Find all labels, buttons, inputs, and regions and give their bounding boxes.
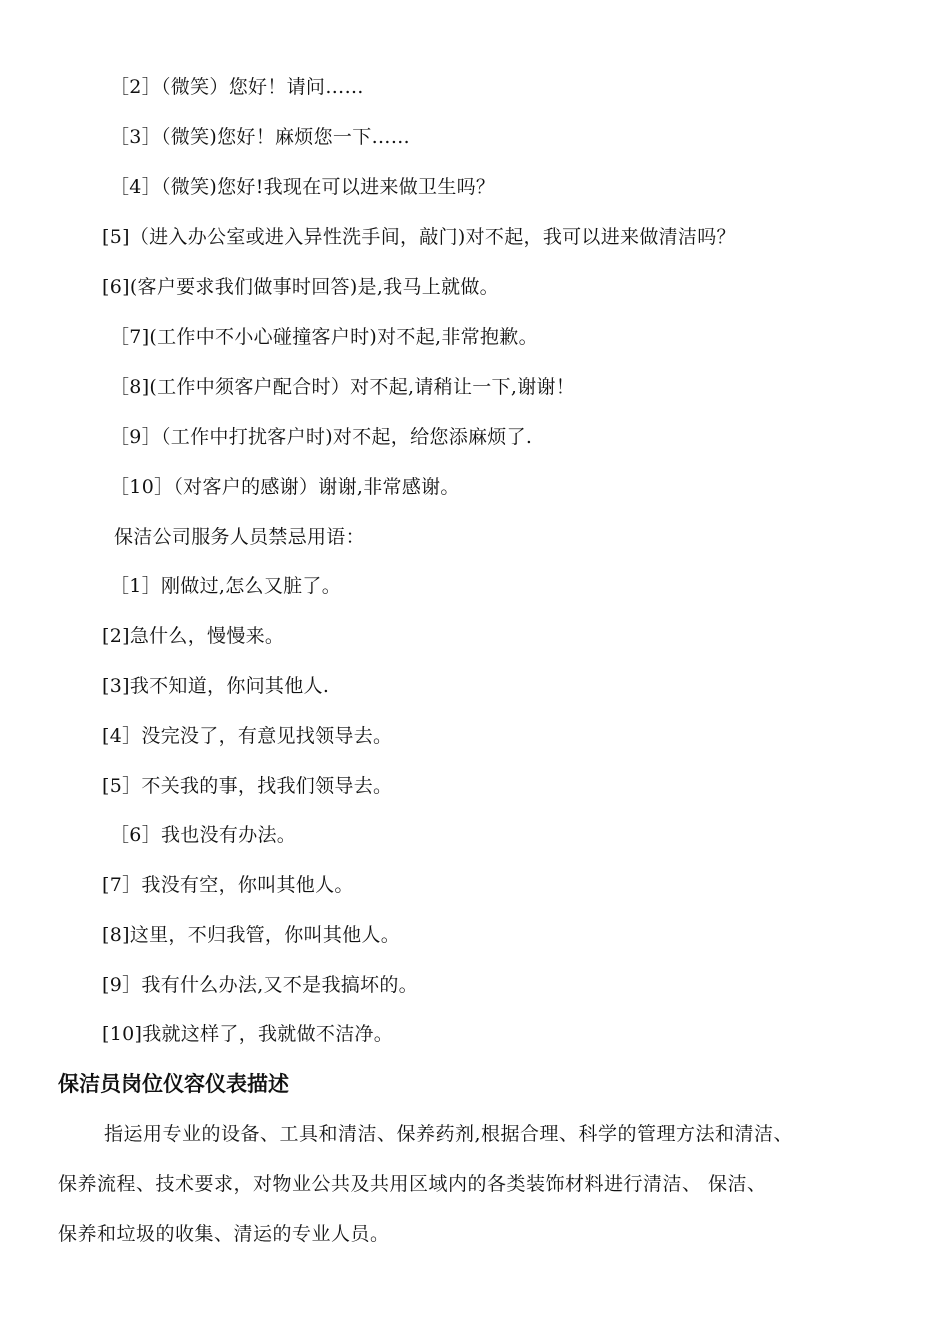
forbidden-phrase-5: [5］不关我的事，找我们领导去。 [102, 775, 393, 797]
description-line-2: 保养流程、技术要求，对物业公共及共用区域内的各类装饰材料进行清洁、 保洁、 [58, 1173, 767, 1195]
polite-phrase-9: ［9］（工作中打扰客户时)对不起，给您添麻烦了. [110, 426, 533, 448]
forbidden-phrase-2: [2]急什么，慢慢来。 [102, 625, 285, 647]
forbidden-phrase-6: ［6］我也没有办法。 [110, 824, 297, 846]
forbidden-phrases-title: 保洁公司服务人员禁忌用语： [114, 526, 365, 548]
polite-phrase-6: [6](客户要求我们做事时回答)是,我马上就做。 [102, 276, 499, 298]
description-line-1: 指运用专业的设备、工具和清洁、保养药剂,根据合理、科学的管理方法和清洁、 [104, 1123, 794, 1145]
forbidden-phrase-10: [10]我就这样了，我就做不洁净。 [102, 1023, 394, 1045]
forbidden-phrase-8: [8]这里，不归我管，你叫其他人。 [102, 924, 401, 946]
polite-phrase-10: ［10］（对客户的感谢）谢谢,非常感谢。 [110, 476, 460, 498]
polite-phrase-7: ［7](工作中不小心碰撞客户时)对不起,非常抱歉。 [110, 326, 538, 348]
forbidden-phrase-1: ［1］刚做过,怎么又脏了。 [110, 575, 342, 597]
forbidden-phrase-4: [4］没完没了，有意见找领导去。 [102, 725, 393, 747]
polite-phrase-3: ［3］（微笑)您好！麻烦您一下…… [110, 126, 411, 148]
polite-phrase-5: [5]（进入办公室或进入异性洗手间，敲门)对不起，我可以进来做清洁吗？ [102, 226, 736, 248]
polite-phrase-2: ［2］（微笑）您好！请问…… [110, 76, 364, 98]
forbidden-phrase-3: [3]我不知道，你问其他人. [102, 675, 330, 697]
description-line-3: 保养和垃圾的收集、清运的专业人员。 [58, 1223, 390, 1245]
section-heading: 保洁员岗位仪容仪表描述 [58, 1072, 289, 1096]
forbidden-phrase-9: [9］我有什么办法,又不是我搞坏的。 [102, 974, 418, 996]
polite-phrase-4: ［4］（微笑)您好!我现在可以进来做卫生吗？ [110, 176, 496, 198]
polite-phrase-8: ［8](工作中须客户配合时）对不起,请稍让一下,谢谢！ [110, 376, 576, 398]
forbidden-phrase-7: [7］我没有空，你叫其他人。 [102, 874, 354, 896]
